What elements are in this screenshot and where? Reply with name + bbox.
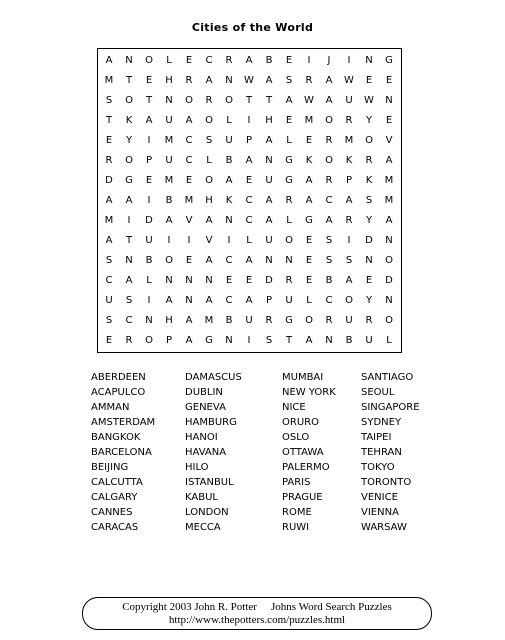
grid-cell: N	[185, 295, 193, 306]
grid-cell: L	[206, 155, 212, 166]
grid-cell: V	[385, 135, 393, 146]
grid-cell: A	[185, 315, 193, 326]
word-list-item: CANNES	[91, 507, 133, 518]
grid-cell: D	[385, 275, 393, 286]
word-list-item: HANOI	[185, 432, 218, 443]
word-list-item: RUWI	[282, 522, 310, 533]
grid-cell: A	[185, 335, 193, 346]
grid-row	[98, 251, 401, 271]
word-list-item: PRAGUE	[282, 492, 323, 503]
grid-cell: C	[105, 275, 113, 286]
grid-cell: A	[185, 115, 193, 126]
word-list-item: ORURO	[282, 417, 319, 428]
grid-cell: N	[205, 275, 213, 286]
grid-cell: E	[285, 55, 293, 66]
grid-cell: O	[385, 255, 393, 266]
grid-cell: A	[105, 55, 113, 66]
grid-cell: P	[245, 135, 253, 146]
grid-cell: O	[325, 155, 333, 166]
grid-row	[98, 91, 401, 111]
grid-cell: A	[245, 295, 253, 306]
grid-cell: B	[165, 195, 173, 206]
grid-cell: N	[365, 55, 373, 66]
grid-row	[98, 71, 401, 91]
grid-cell: G	[385, 55, 393, 66]
grid-cell: N	[225, 75, 233, 86]
grid-cell: K	[345, 155, 353, 166]
grid-cell: O	[365, 135, 373, 146]
grid-cell: L	[166, 55, 172, 66]
word-list-item: BANGKOK	[91, 432, 141, 443]
grid-cell: A	[285, 95, 293, 106]
grid-cell: M	[164, 175, 174, 186]
grid-cell: N	[285, 255, 293, 266]
grid-cell: L	[286, 135, 292, 146]
grid-cell: A	[205, 255, 213, 266]
word-list-item: BARCELONA	[91, 447, 152, 458]
grid-cell: R	[325, 135, 333, 146]
grid-cell: E	[305, 255, 313, 266]
grid-cell: E	[105, 335, 113, 346]
grid-cell: B	[145, 255, 153, 266]
grid-cell: A	[345, 275, 353, 286]
letter-grid	[97, 48, 402, 353]
grid-cell: I	[227, 235, 231, 246]
grid-cell: N	[125, 255, 133, 266]
copyright-text: Copyright 2003 John R. Potter	[122, 601, 257, 613]
grid-cell: H	[265, 115, 273, 126]
grid-cell: R	[285, 275, 293, 286]
grid-cell: A	[345, 195, 353, 206]
grid-cell: O	[225, 95, 233, 106]
grid-cell: E	[145, 175, 153, 186]
grid-cell: S	[105, 255, 113, 266]
grid-cell: I	[307, 55, 311, 66]
grid-cell: R	[345, 215, 353, 226]
grid-cell: O	[285, 235, 293, 246]
grid-cell: U	[265, 235, 273, 246]
grid-cell: M	[184, 195, 194, 206]
grid-cell: C	[185, 155, 193, 166]
grid-cell: E	[305, 135, 313, 146]
grid-cell: A	[325, 215, 333, 226]
grid-cell: C	[325, 195, 333, 206]
grid-cell: R	[205, 95, 213, 106]
grid-cell: S	[125, 295, 133, 306]
grid-cell: C	[225, 255, 233, 266]
word-list-item: OTTAWA	[282, 447, 324, 458]
grid-cell: E	[305, 275, 313, 286]
word-list-item: CARACAS	[91, 522, 139, 533]
grid-cell: A	[305, 175, 313, 186]
grid-cell: A	[265, 135, 273, 146]
grid-cell: N	[385, 295, 393, 306]
grid-cell: B	[225, 315, 233, 326]
grid-cell: A	[165, 215, 173, 226]
grid-cell: E	[385, 115, 393, 126]
footer-credits	[83, 601, 431, 614]
grid-cell: U	[345, 315, 353, 326]
grid-cell: E	[245, 175, 253, 186]
grid-cell: N	[125, 55, 133, 66]
grid-cell: A	[265, 215, 273, 226]
word-list-item: GENEVA	[185, 402, 226, 413]
grid-cell: M	[164, 135, 174, 146]
grid-cell: I	[187, 235, 191, 246]
grid-cell: I	[167, 235, 171, 246]
grid-cell: W	[244, 75, 254, 86]
grid-cell: N	[325, 335, 333, 346]
grid-cell: A	[325, 75, 333, 86]
brand-text: Johns Word Search Puzzles	[270, 601, 392, 613]
grid-cell: G	[205, 335, 213, 346]
grid-cell: O	[125, 95, 133, 106]
word-list-item: MUMBAI	[282, 372, 324, 383]
grid-cell: U	[285, 295, 293, 306]
grid-cell: C	[125, 315, 133, 326]
grid-row	[98, 111, 401, 131]
grid-cell: I	[147, 195, 151, 206]
grid-cell: C	[245, 195, 253, 206]
puzzle-title: Cities of the World	[191, 21, 314, 34]
grid-cell: E	[245, 275, 253, 286]
grid-cell: D	[145, 215, 153, 226]
grid-row	[98, 331, 401, 351]
grid-cell: P	[345, 175, 353, 186]
grid-cell: O	[325, 115, 333, 126]
grid-cell: A	[305, 195, 313, 206]
grid-cell: I	[347, 235, 351, 246]
grid-cell: S	[325, 235, 333, 246]
grid-cell: A	[105, 195, 113, 206]
grid-cell: U	[225, 135, 233, 146]
grid-cell: D	[265, 275, 273, 286]
word-list-item: BEIJING	[91, 462, 129, 473]
grid-cell: A	[205, 215, 213, 226]
grid-cell: R	[265, 315, 273, 326]
word-list-item: MECCA	[185, 522, 221, 533]
grid-cell: N	[265, 255, 273, 266]
grid-cell: L	[146, 275, 152, 286]
word-list-item: ABERDEEN	[91, 372, 146, 383]
grid-cell: U	[145, 235, 153, 246]
word-list-item: WARSAW	[361, 522, 407, 533]
grid-cell: Y	[365, 295, 373, 306]
grid-cell: E	[305, 235, 313, 246]
grid-cell: M	[104, 215, 114, 226]
word-column	[185, 370, 242, 535]
grid-cell: A	[385, 215, 393, 226]
grid-cell: A	[105, 235, 113, 246]
word-list-item: VENICE	[361, 492, 398, 503]
grid-cell: T	[145, 95, 153, 106]
grid-cell: S	[105, 95, 113, 106]
grid-cell: A	[245, 155, 253, 166]
grid-cell: M	[104, 75, 114, 86]
grid-cell: M	[384, 175, 394, 186]
grid-cell: A	[205, 75, 213, 86]
grid-cell: O	[205, 175, 213, 186]
grid-cell: C	[225, 295, 233, 306]
grid-cell: A	[325, 95, 333, 106]
grid-cell: K	[225, 195, 233, 206]
grid-cell: U	[365, 335, 373, 346]
grid-cell: O	[145, 55, 153, 66]
grid-cell: G	[285, 315, 293, 326]
grid-cell: S	[345, 255, 353, 266]
grid-cell: A	[125, 195, 133, 206]
grid-cell: A	[245, 255, 253, 266]
grid-cell: S	[365, 195, 373, 206]
grid-cell: L	[246, 235, 252, 246]
grid-cell: J	[327, 55, 331, 66]
grid-cell: W	[304, 95, 314, 106]
grid-cell: I	[127, 215, 131, 226]
grid-cell: U	[345, 95, 353, 106]
grid-cell: T	[265, 95, 273, 106]
grid-cell: T	[125, 235, 133, 246]
grid-cell: A	[265, 75, 273, 86]
grid-cell: G	[285, 155, 293, 166]
grid-cell: M	[304, 115, 314, 126]
word-list-item: AMMAN	[91, 402, 130, 413]
grid-cell: R	[125, 335, 133, 346]
grid-cell: K	[305, 155, 313, 166]
grid-cell: R	[325, 175, 333, 186]
grid-cell: R	[305, 75, 313, 86]
word-list-item: KABUL	[185, 492, 218, 503]
grid-cell: A	[165, 295, 173, 306]
grid-cell: N	[185, 275, 193, 286]
grid-cell: I	[147, 295, 151, 306]
grid-cell: U	[265, 175, 273, 186]
grid-cell: R	[365, 155, 373, 166]
grid-cell: R	[365, 315, 373, 326]
grid-cell: S	[265, 335, 273, 346]
grid-cell: Y	[125, 135, 133, 146]
grid-cell: P	[145, 155, 153, 166]
grid-row	[98, 151, 401, 171]
grid-cell: R	[285, 195, 293, 206]
grid-cell: A	[145, 115, 153, 126]
grid-cell: D	[105, 175, 113, 186]
grid-cell: R	[345, 115, 353, 126]
grid-cell: N	[265, 155, 273, 166]
grid-cell: L	[306, 295, 312, 306]
word-list-item: LONDON	[185, 507, 229, 518]
grid-cell: N	[165, 275, 173, 286]
word-list-item: ACAPULCO	[91, 387, 146, 398]
grid-cell: A	[385, 155, 393, 166]
word-list-item: ROME	[282, 507, 312, 518]
grid-cell: R	[225, 55, 233, 66]
grid-cell: G	[305, 215, 313, 226]
word-list-item: TORONTO	[361, 477, 412, 488]
grid-row	[98, 311, 401, 331]
grid-cell: C	[245, 215, 253, 226]
word-list-item: NICE	[282, 402, 306, 413]
word-list-item: SINGAPORE	[361, 402, 420, 413]
grid-cell: U	[245, 315, 253, 326]
footer-url[interactable]: http://www.thepotters.com/puzzles.html	[168, 614, 346, 626]
grid-cell: S	[285, 75, 293, 86]
word-list-item: DAMASCUS	[185, 372, 242, 383]
grid-cell: M	[344, 135, 354, 146]
word-list-item: TAIPEI	[361, 432, 392, 443]
grid-cell: H	[165, 75, 173, 86]
grid-cell: A	[205, 295, 213, 306]
grid-cell: I	[147, 135, 151, 146]
grid-cell: Y	[365, 115, 373, 126]
grid-cell: D	[365, 235, 373, 246]
grid-cell: G	[285, 175, 293, 186]
word-column	[361, 370, 420, 535]
grid-cell: B	[345, 335, 353, 346]
grid-cell: A	[245, 55, 253, 66]
word-list-item: AMSTERDAM	[91, 417, 156, 428]
grid-cell: W	[364, 95, 374, 106]
word-list-item: DUBLIN	[185, 387, 223, 398]
word-list-item: CALCUTTA	[91, 477, 143, 488]
grid-cell: T	[125, 75, 133, 86]
grid-cell: O	[185, 95, 193, 106]
grid-row	[98, 231, 401, 251]
grid-cell: H	[205, 195, 213, 206]
word-list-item: HAVANA	[185, 447, 227, 458]
grid-cell: C	[325, 295, 333, 306]
grid-row	[98, 211, 401, 231]
grid-cell: T	[245, 95, 253, 106]
word-list-item: SANTIAGO	[361, 372, 414, 383]
grid-cell: U	[165, 115, 173, 126]
grid-cell: I	[247, 115, 251, 126]
footer-banner	[82, 597, 432, 630]
grid-cell: E	[365, 75, 373, 86]
grid-cell: O	[145, 335, 153, 346]
grid-cell: P	[265, 295, 273, 306]
grid-cell: E	[385, 75, 393, 86]
grid-cell: R	[185, 75, 193, 86]
grid-row	[98, 291, 401, 311]
grid-cell: B	[225, 155, 233, 166]
grid-cell: R	[325, 315, 333, 326]
grid-cell: C	[185, 135, 193, 146]
grid-row	[98, 51, 401, 71]
grid-cell: S	[205, 135, 213, 146]
word-list-item: TEHRAN	[361, 447, 402, 458]
grid-cell: I	[247, 335, 251, 346]
grid-cell: N	[165, 95, 173, 106]
grid-cell: N	[385, 95, 393, 106]
grid-cell: A	[305, 335, 313, 346]
grid-cell: O	[165, 255, 173, 266]
grid-cell: N	[225, 335, 233, 346]
grid-cell: N	[145, 315, 153, 326]
word-list-item: HILO	[185, 462, 209, 473]
grid-cell: B	[325, 275, 333, 286]
grid-cell: S	[325, 255, 333, 266]
grid-cell: T	[285, 335, 293, 346]
grid-cell: U	[105, 295, 113, 306]
word-list-item: NEW YORK	[282, 387, 336, 398]
grid-cell: L	[286, 215, 292, 226]
grid-row	[98, 271, 401, 291]
word-list-item: VIENNA	[361, 507, 399, 518]
grid-cell: E	[185, 55, 193, 66]
grid-cell: Y	[365, 215, 373, 226]
grid-cell: O	[205, 115, 213, 126]
grid-cell: M	[204, 315, 214, 326]
word-list-item: HAMBURG	[185, 417, 237, 428]
word-list-item: OSLO	[282, 432, 310, 443]
grid-cell: T	[105, 115, 113, 126]
grid-cell: E	[285, 115, 293, 126]
grid-cell: S	[105, 315, 113, 326]
word-list-item: CALGARY	[91, 492, 138, 503]
grid-cell: O	[385, 315, 393, 326]
word-column	[282, 370, 336, 535]
grid-cell: R	[105, 155, 113, 166]
grid-cell: E	[185, 255, 193, 266]
grid-cell: E	[105, 135, 113, 146]
grid-cell: E	[145, 75, 153, 86]
grid-cell: O	[345, 295, 353, 306]
grid-cell: E	[185, 175, 193, 186]
grid-cell: A	[225, 175, 233, 186]
grid-cell: A	[265, 195, 273, 206]
grid-cell: K	[365, 175, 373, 186]
grid-cell: E	[365, 275, 373, 286]
grid-cell: C	[205, 55, 213, 66]
word-list-item: SYDNEY	[361, 417, 402, 428]
grid-cell: P	[165, 335, 173, 346]
grid-cell: I	[347, 55, 351, 66]
word-list-item: TOKYO	[361, 462, 395, 473]
word-list	[0, 370, 505, 540]
grid-cell: U	[165, 155, 173, 166]
grid-row	[98, 131, 401, 151]
grid-cell: E	[225, 275, 233, 286]
grid-cell: K	[125, 115, 133, 126]
grid-cell: O	[125, 155, 133, 166]
grid-cell: L	[386, 335, 392, 346]
grid-cell: N	[385, 235, 393, 246]
grid-row	[98, 191, 401, 211]
grid-cell: V	[185, 215, 193, 226]
grid-cell: M	[384, 195, 394, 206]
word-list-item: SEOUL	[361, 387, 395, 398]
word-list-item: PALERMO	[282, 462, 330, 473]
word-list-item: PARIS	[282, 477, 311, 488]
word-list-item: ISTANBUL	[185, 477, 234, 488]
grid-cell: B	[265, 55, 273, 66]
grid-cell: O	[305, 315, 313, 326]
grid-cell: W	[344, 75, 354, 86]
grid-cell: V	[205, 235, 213, 246]
grid-cell: N	[225, 215, 233, 226]
grid-cell: G	[125, 175, 133, 186]
grid-cell: A	[125, 275, 133, 286]
grid-cell: H	[165, 315, 173, 326]
grid-cell: L	[226, 115, 232, 126]
word-column	[91, 370, 155, 535]
grid-row	[98, 171, 401, 191]
grid-cell: N	[365, 255, 373, 266]
